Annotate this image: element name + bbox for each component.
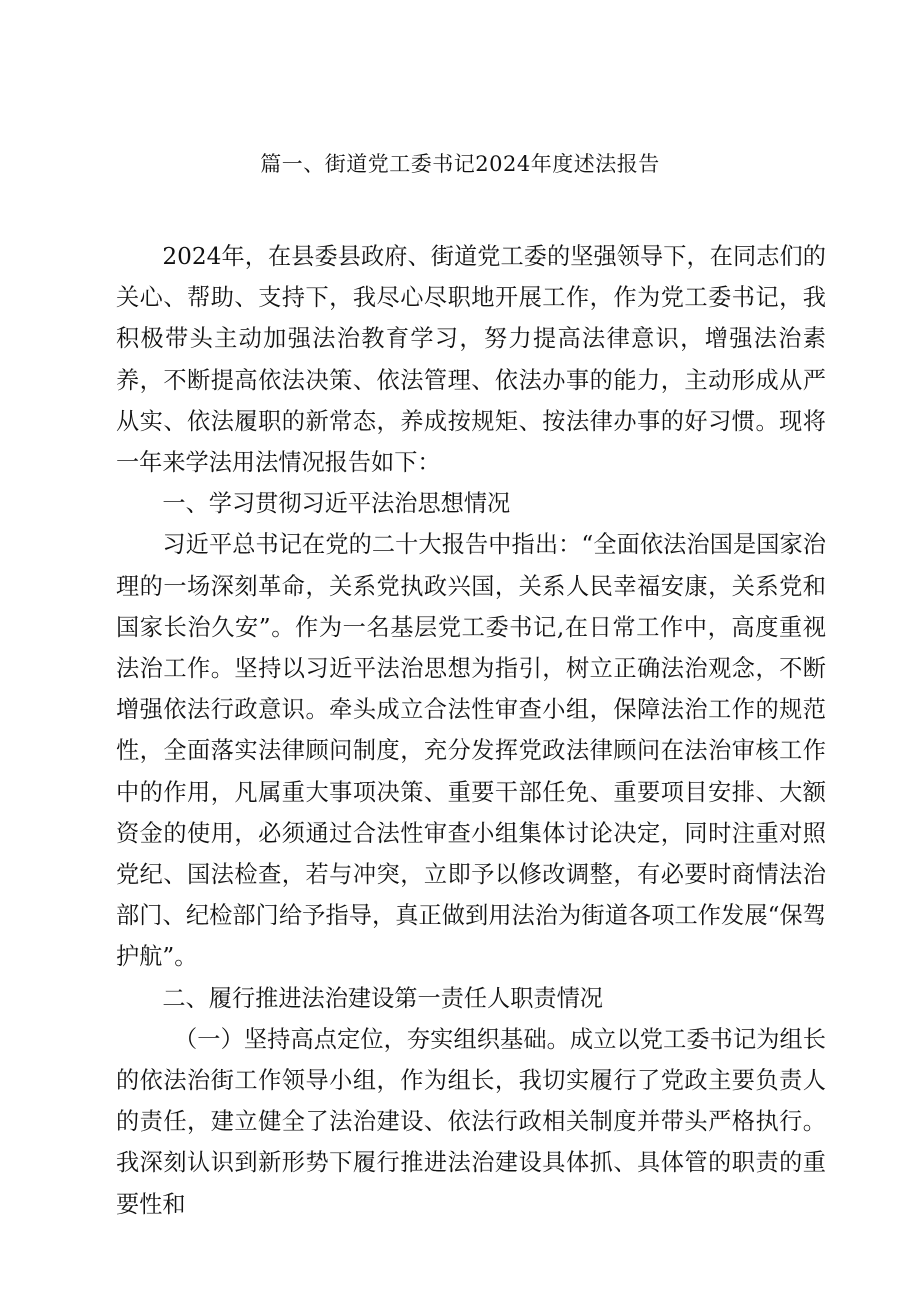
intro-paragraph: 2024年，在县委县政府、街道党工委的坚强领导下，在同志们的关心、帮助、支持下，我尽心尽职地开展工作，作为党工委书记，我积极带头主动加强法治教育学习，努力提高法律意识，增强法治素养，不断提高依法决策、依法管理、依法办事的能力，主动形成从严从实、依法履职的新常态，养成按规矩、按法律办事的好习惯。现将一年来学法用法情况报告如下： bbox=[116, 243, 826, 477]
section-heading-2: 二、履行推进法治建设第一责任人职责情况 bbox=[162, 984, 603, 1012]
section-2-paragraph: （一）坚持高点定位，夯实组织基础。成立以党工委书记为组长的依法治街工作领导小组，作为组长，我切实履行了党政主要负责人的责任，建立健全了法治建设、依法行政相关制度并带头严格执行。我深刻认识到新形势下履行推进法治建设具体抓、具体管的职责的重要性和 bbox=[116, 1025, 826, 1218]
document-title: 篇一、街道党工委书记2024年度述法报告 bbox=[260, 152, 660, 176]
document-body bbox=[116, 236, 826, 1225]
section-1-paragraph: 习近平总书记在党的二十大报告中指出：“全面依法治国是国家治理的一场深刻革命，关系党执政兴国，关系人民幸福安康，关系党和国家长治久安”。作为一名基层党工委书记,在日常工作中，高度重视法治工作。坚持以习近平法治思想为指引，树立正确法治观念，不断增强依法行政意识。牵头成立合法性审查小组，保障法治工作的规范性，全面落实法律顾问制度，充分发挥党政法律顾问在法治审核工作中的作用，凡属重大事项决策、重要干部任免、重要项目安排、大额资金的使用，必须通过合法性审查小组集体讨论决定，同时注重对照党纪、国法检查，若与冲突，立即予以修改调整，有必要时商情法治部门、纪检部门给予指导，真正做到用法治为街道各项工作发展“保驾护航”。 bbox=[116, 531, 826, 971]
section-heading-1: 一、学习贯彻习近平法治思想情况 bbox=[162, 490, 511, 518]
